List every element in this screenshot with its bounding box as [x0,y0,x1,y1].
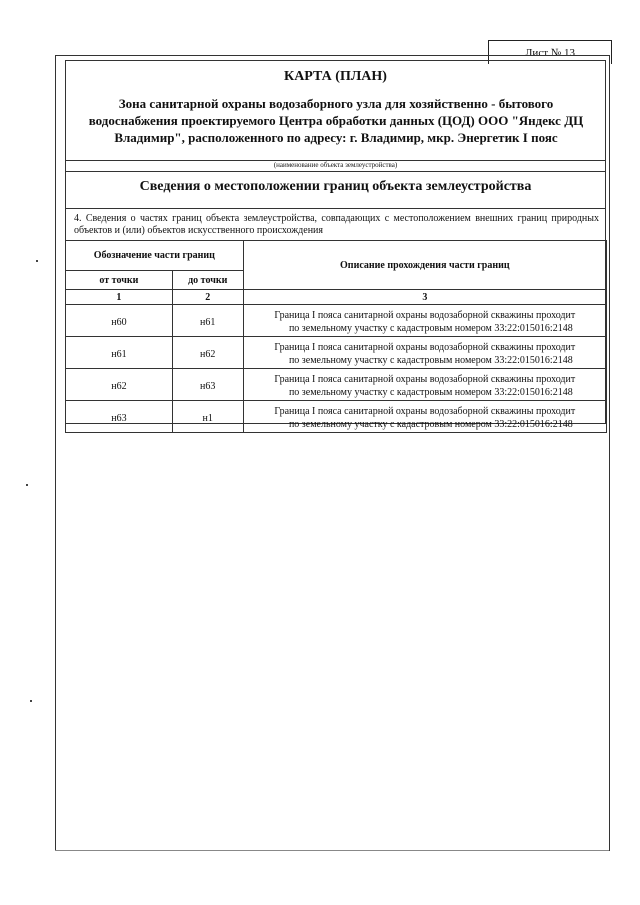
divider [66,171,605,172]
cell-desc [243,401,606,433]
desc-line: Граница I пояса санитарной охраны водозаборной скважины проходит [274,373,576,385]
col-header-desc: Описание прохождения части границ [243,241,606,290]
desc-line: Граница I пояса санитарной охраны водозаборной скважины проходит [274,341,576,353]
frame-bottom-line [55,850,609,851]
table-row [66,369,607,401]
boundary-parts-table [65,240,607,433]
cell-from: н61 [66,337,173,369]
desc-line: по земельному участку с кадастровым номером 33:22:015016:2148 [288,354,573,366]
desc-line: Граница I пояса санитарной охраны водозаборной скважины проходит [274,405,576,417]
cell-to: н62 [172,337,243,369]
col-number: 1 [66,290,173,305]
group-header: Обозначение части границ [66,241,244,271]
desc-line: по земельному участку с кадастровым номером 33:22:015016:2148 [288,418,573,430]
cell-desc [243,337,606,369]
document-body [65,60,606,430]
desc-line: по земельному участку с кадастровым номером 33:22:015016:2148 [288,322,573,334]
table-row [66,305,607,337]
cell-to: н1 [172,401,243,433]
page-title: КАРТА (ПЛАН) [284,69,387,84]
col-header-from: от точки [66,271,173,290]
cell-to: н61 [172,305,243,337]
cell-to: н63 [172,369,243,401]
desc-line: по земельному участку с кадастровым номером 33:22:015016:2148 [288,386,573,398]
desc-line: Граница I пояса санитарной охраны водозаборной скважины проходит [274,309,576,321]
cell-desc [243,305,606,337]
cell-desc [243,369,606,401]
cell-from: н62 [66,369,173,401]
item-description: 4. Сведения о частях границ объекта землеустройства, совпадающих с местоположением внешних границ природных объектов и (или) объектов искусственного происхождения [74,213,599,236]
object-caption: (наименование объекта землеустройства) [273,161,398,169]
table-row [66,337,607,369]
cell-from: н63 [66,401,173,433]
table-row [66,401,607,433]
scan-speck [30,700,32,702]
scan-speck [36,260,38,262]
col-number: 2 [172,290,243,305]
scan-speck [26,484,28,486]
cell-from: н60 [66,305,173,337]
col-header-to: до точки [172,271,243,290]
col-number: 3 [243,290,606,305]
sheet-number: Лист № 13 [488,40,612,64]
divider [66,208,605,209]
section-title: Сведения о местоположении границ объекта землеустройства [139,179,532,194]
object-name: Зона санитарной охраны водозаборного узла для хозяйственно - бытового водоснабжения проектируемого Центра обработки данных (ЦОД) ООО "Яндекс ДЦ Владимир", расположенного по адресу: г. Владимир, мкр. Энергетик I пояс [88,96,584,145]
